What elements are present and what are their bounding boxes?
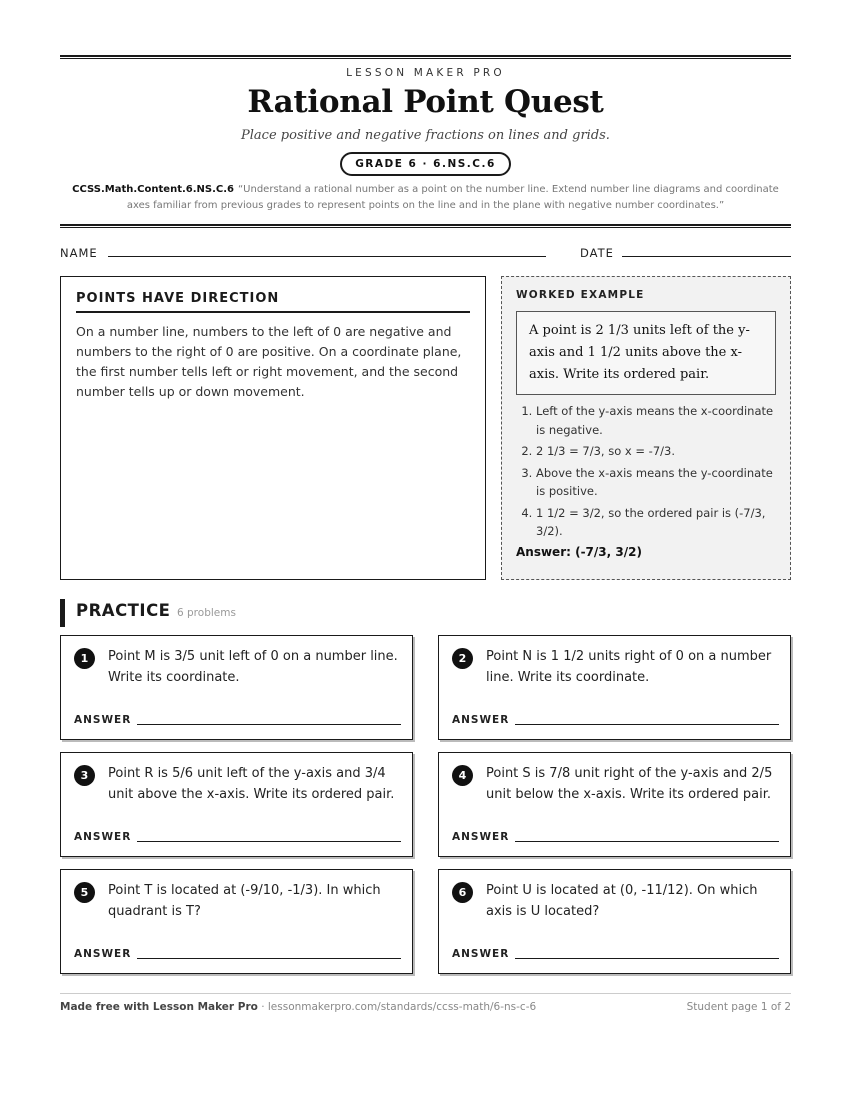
standard-statement <box>60 182 791 214</box>
concept-heading: POINTS HAVE DIRECTION <box>76 291 470 313</box>
answer-field[interactable] <box>515 724 779 725</box>
worked-step: 1. Left of the y-axis means the x-coordinate is negative. <box>536 402 776 439</box>
practice-count: 6 problems <box>177 607 236 619</box>
worked-example-problem: A point is 2 1/3 units left of the y-axis and 1 1/2 units above the x-axis. Write its ordered pair. <box>516 311 776 395</box>
answer-label: ANSWER <box>74 948 132 960</box>
grade-badge: GRADE 6 · 6.NS.C.6 <box>340 152 511 176</box>
practice-accent-bar <box>60 599 65 627</box>
worked-step: 4. 1 1/2 = 3/2, so the ordered pair is (-7/3, 3/2). <box>536 504 776 541</box>
footer-url[interactable]: · lessonmakerpro.com/standards/ccss-math/6-ns-c-6 <box>257 1001 537 1013</box>
answer-label: ANSWER <box>74 714 132 726</box>
page-title: Rational Point Quest <box>247 84 604 120</box>
answer-field[interactable] <box>137 841 401 842</box>
name-label: NAME <box>60 246 98 260</box>
standard-code: CCSS.Math.Content.6.NS.C.6 <box>72 184 234 195</box>
worked-example-heading: WORKED EXAMPLE <box>516 289 645 301</box>
page-subtitle: Place positive and negative fractions on lines and grids. <box>241 128 610 143</box>
problem-text: Point M is 3/5 unit left of 0 on a number line. Write its coordinate. <box>108 649 398 685</box>
worked-example-box <box>501 276 791 580</box>
header-bottom-rule <box>60 224 791 228</box>
worked-step: 3. Above the x-axis means the y-coordinate is positive. <box>536 464 776 501</box>
problem-card-6 <box>438 869 791 974</box>
header-top-rule <box>60 55 791 59</box>
problem-number-badge: 4 <box>452 765 473 786</box>
problem-card-3 <box>60 752 413 857</box>
concept-box <box>60 276 486 580</box>
problem-number-badge: 3 <box>74 765 95 786</box>
problem-number-badge: 1 <box>74 648 95 669</box>
answer-field[interactable] <box>137 724 401 725</box>
answer-label: ANSWER <box>74 831 132 843</box>
answer-label: ANSWER <box>452 831 510 843</box>
footer-rule <box>60 993 791 994</box>
student-info-row <box>60 246 791 260</box>
problem-number-badge: 2 <box>452 648 473 669</box>
concept-text: On a number line, numbers to the left of 0 are negative and numbers to the right of 0 are positive. On a coordinate plane, the first number tells left or right movement, and the second number tells up or down movement. <box>76 324 462 399</box>
problem-number-badge: 6 <box>452 882 473 903</box>
date-label: DATE <box>580 246 614 260</box>
date-field[interactable] <box>622 256 791 257</box>
answer-label: ANSWER <box>452 948 510 960</box>
problem-card-4 <box>438 752 791 857</box>
problem-text: Point R is 5/6 unit left of the y-axis and 3/4 unit above the x-axis. Write its ordered pair. <box>108 766 395 802</box>
standard-text: “Understand a rational number as a point on the number line. Extend number line diagrams and coordinate axes familiar from previous grades to represent points on the line and in the plane with negative number coordinates.” <box>126 184 779 211</box>
practice-title: PRACTICE <box>76 601 171 620</box>
answer-field[interactable] <box>515 841 779 842</box>
problem-card-5 <box>60 869 413 974</box>
problem-card-2 <box>438 635 791 740</box>
problem-card-1 <box>60 635 413 740</box>
footer-made-with: Made free with Lesson Maker Pro <box>60 1001 258 1013</box>
worked-example-steps <box>516 402 776 541</box>
name-field[interactable] <box>108 256 546 257</box>
answer-field[interactable] <box>515 958 779 959</box>
problem-text: Point N is 1 1/2 units right of 0 on a number line. Write its coordinate. <box>486 649 772 685</box>
problem-text: Point T is located at (-9/10, -1/3). In which quadrant is T? <box>108 883 381 919</box>
answer-field[interactable] <box>137 958 401 959</box>
problem-text: Point U is located at (0, -11/12). On which axis is U located? <box>486 883 758 919</box>
worked-example-answer: Answer: (-7/3, 3/2) <box>516 544 642 559</box>
footer-credit <box>60 1001 536 1013</box>
problem-number-badge: 5 <box>74 882 95 903</box>
worksheet-page <box>60 0 791 1100</box>
problem-text: Point S is 7/8 unit right of the y-axis and 2/5 unit below the x-axis. Write its ordered pair. <box>486 766 773 802</box>
answer-label: ANSWER <box>452 714 510 726</box>
worked-step: 2. 2 1/3 = 7/3, so x = -7/3. <box>536 442 776 461</box>
footer-page-number: Student page 1 of 2 <box>686 1001 791 1013</box>
brand-name: LESSON MAKER PRO <box>346 67 505 79</box>
